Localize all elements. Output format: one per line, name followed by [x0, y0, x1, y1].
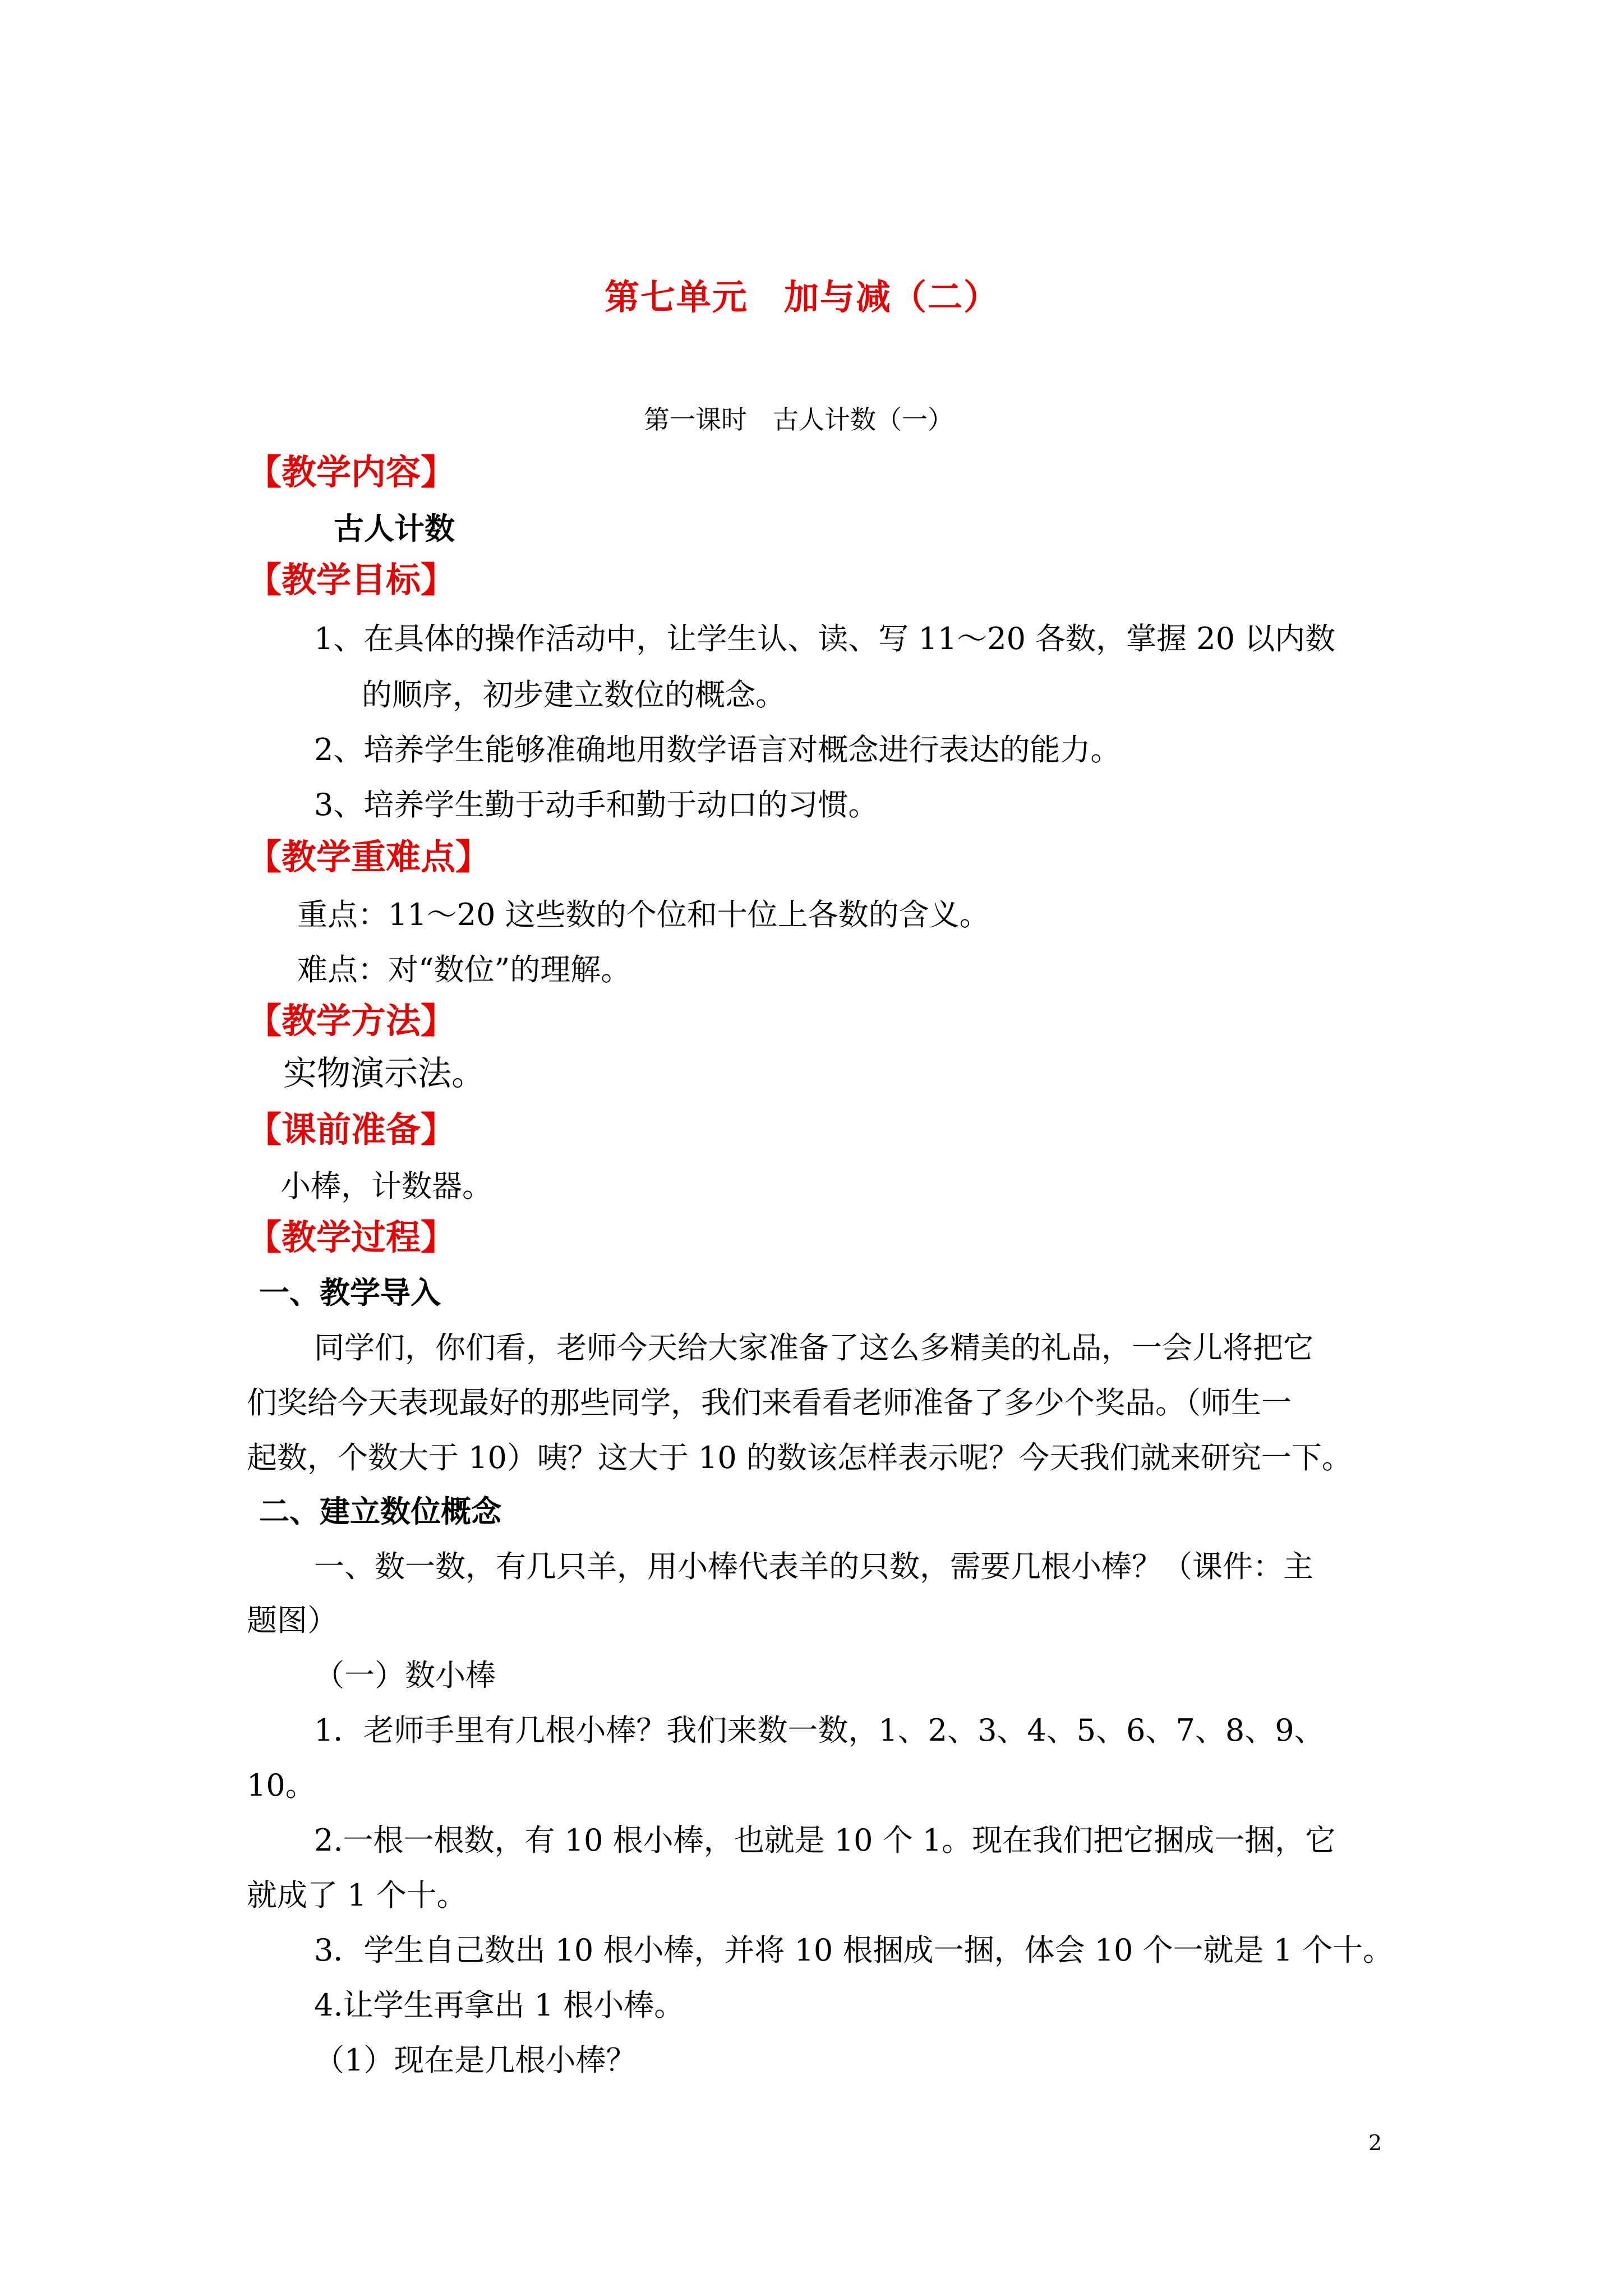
section-heading-content: 【教学内容】	[247, 452, 456, 493]
lesson-title: 第一课时 古人计数（一）	[644, 404, 953, 435]
paragraph-line: 一、数一数，有几只羊，用小棒代表羊的只数，需要几根小棒？（课件：主	[314, 1549, 1313, 1584]
paragraph-line: 同学们，你们看，老师今天给大家准备了这么多精美的礼品，一会儿将把它	[314, 1330, 1313, 1365]
goal-line: 1、在具体的操作活动中，让学生认、读、写 11～20 各数，掌握 20 以内数	[314, 621, 1336, 656]
difficulty-text: 难点：对“数位”的理解。	[297, 952, 631, 987]
paragraph-line: 题图）	[247, 1603, 338, 1638]
paragraph-line: 10。	[247, 1768, 316, 1803]
paragraph-line: 们奖给今天表现最好的那些同学，我们来看看老师准备了多少个奖品。（师生一	[247, 1385, 1292, 1420]
goal-line: 2、培养学生能够准确地用数学语言对概念进行表达的能力。	[314, 732, 1121, 767]
paragraph-line: 起数，个数大于 10）咦？这大于 10 的数该怎样表示呢？今天我们就来研究一下。	[247, 1440, 1352, 1475]
process-part2-title: 二、建立数位概念	[259, 1493, 501, 1529]
document-title: 第七单元 加与减（二）	[605, 277, 1000, 318]
section-heading-process: 【教学过程】	[247, 1217, 456, 1258]
paragraph-line: 就成了 1 个十。	[247, 1878, 467, 1913]
section-heading-preparation: 【课前准备】	[247, 1109, 456, 1150]
section-heading-key-points: 【教学重难点】	[247, 836, 491, 877]
content-text: 古人计数	[334, 510, 455, 546]
paragraph-line: 2.一根一根数，有 10 根小棒，也就是 10 个 1。现在我们把它捆成一捆，它	[314, 1823, 1336, 1858]
paragraph-line: 3．学生自己数出 10 根小棒，并将 10 根捆成一捆，体会 10 个一就是 1 个十。	[314, 1932, 1394, 1968]
paragraph-line: 1．老师手里有几根小棒？我们来数一数，1、2、3、4、5、6、7、8、9、	[314, 1713, 1325, 1748]
goal-line: 的顺序，初步建立数位的概念。	[362, 677, 786, 712]
page-number: 2	[1368, 2131, 1382, 2155]
process-part1-title: 一、教学导入	[259, 1274, 441, 1310]
paragraph-line: （一）数小棒	[314, 1658, 496, 1693]
section-heading-goals: 【教学目标】	[247, 559, 456, 600]
preparation-text: 小棒，计数器。	[280, 1168, 492, 1204]
paragraph-line: （1）现在是几根小棒？	[314, 2042, 637, 2078]
goal-line: 3、培养学生勤于动手和勤于动口的习惯。	[314, 787, 879, 822]
method-text: 实物演示法。	[283, 1054, 485, 1093]
section-heading-method: 【教学方法】	[247, 1000, 456, 1041]
key-point-text: 重点：11～20 这些数的个位和十位上各数的含义。	[297, 897, 990, 932]
paragraph-line: 4.让学生再拿出 1 根小棒。	[314, 1987, 685, 2023]
